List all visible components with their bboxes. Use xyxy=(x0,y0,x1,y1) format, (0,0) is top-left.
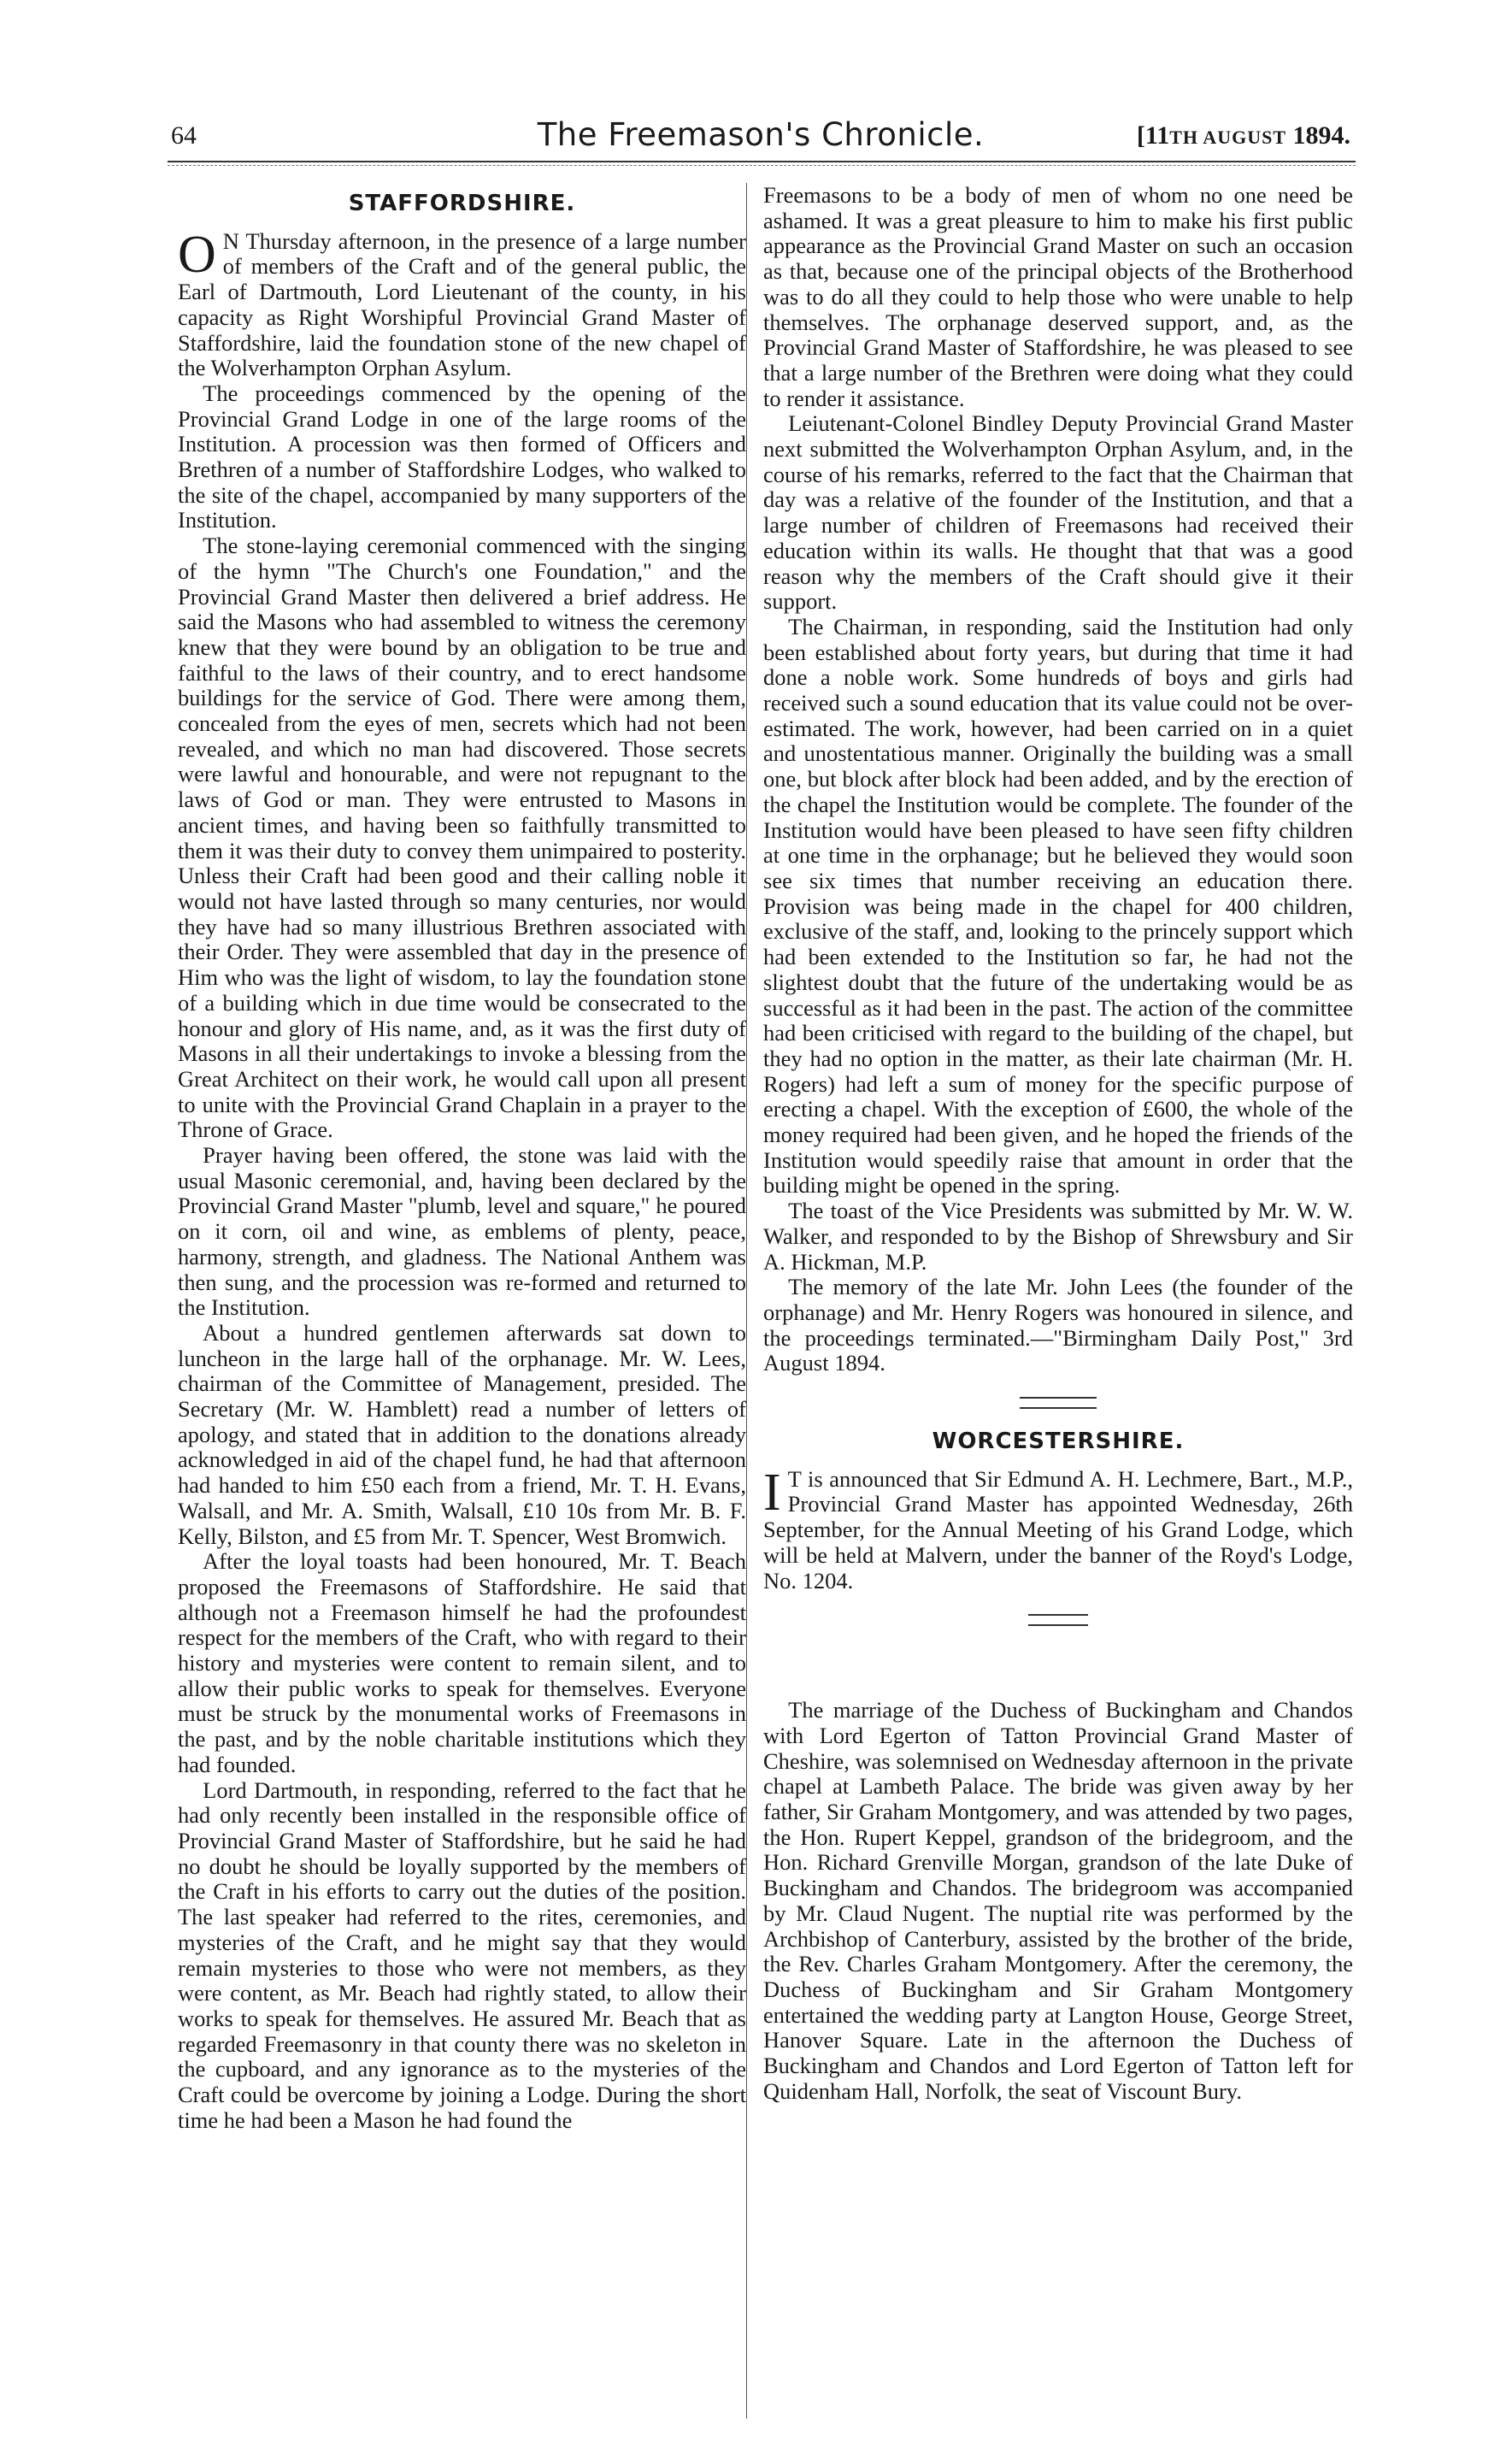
issue-date-month: AUGUST xyxy=(1198,127,1286,148)
paragraph-text: N Thursday afternoon, in the presence of a large number of members of the Craft and of the general public, the Earl of Dartmouth, Lord Lieutenant of the county, in his capacity as Right Worshipful Provincial Grand Master of Staffordshire, laid the foundation stone of the new chapel of the Wolverhampton Orphan Asylum. xyxy=(178,227,746,381)
worcestershire-heading: WORCESTERSHIRE. xyxy=(932,1429,1185,1455)
staffordshire-paragraph-2: The proceedings commenced by the opening of the Provincial Grand Lodge in one of the large rooms of the Institution. A procession was then formed of Officers and Brethren of a number of Staffordshire Lodges, who walked to the site of the chapel, accompanied by many supporters of the Institution. xyxy=(178,380,746,533)
right-column xyxy=(763,183,1353,2105)
issue-date-year: 1894. xyxy=(1286,121,1350,150)
staffordshire-paragraph-12: The memory of the late Mr. John Lees (the founder of the orphanage) and Mr. Henry Rogers was honoured in silence, and the proceedings terminated.—"Birmingham Daily Post," 3rd August 1894. xyxy=(763,1274,1353,1376)
staffordshire-paragraph-5: About a hundred gentlemen afterwards sat down to luncheon in the large hall of the orphanage. Mr. W. Lees, chairman of the Committee of Management, presided. The Secretary (Mr. W. Hamblett) read a number of letters of apology, and stated that in addition to the donations already acknowledged in aid of the chapel fund, he had that afternoon had handed to him £50 each from a friend, Mr. T. H. Evans, Walsall, and Mr. A. Smith, Walsall, £10 10s from Mr. B. F. Kelly, Bilston, and £5 from Mr. T. Spencer, West Bromwich. xyxy=(178,1319,746,1549)
staffordshire-paragraph-8: Freemasons to be a body of men of whom no one need be ashamed. It was a great pleasure to him to make his first public appearance as the Provincial Grand Master on such an occasion as that, because one of the principal objects of the Brotherhood was to do all they could to help those who were unable to help themselves. The orphanage deserved support, and, as the Provincial Grand Master of Staffordshire, he was pleased to see that a large number of the Brethren were doing what they could to render it assistance. xyxy=(763,182,1353,411)
staffordshire-paragraph-7: Lord Dartmouth, in responding, referred to the fact that he had only recently been installed in the responsible office of Provincial Grand Master of Staffordshire, but he said he had no doubt he should be loyally supported by the members of the Craft in his efforts to carry out the duties of the position. The last speaker had referred to the rites, ceremonies, and mysteries of the Craft, and he might say that they would remain mysteries to those who were not members, as they were content, as Mr. Beach had rightly stated, to allow their works to speak for themselves. He assured Mr. Beach that as regarded Freemasonry in that county there was no skeleton in the cupboard, and any ignorance as to the mysteries of the Craft could be overcome by joining a Lodge. During the short time he had been a Mason he had found the xyxy=(178,1776,746,2133)
issue-date xyxy=(1137,121,1350,150)
section-ornament xyxy=(1020,1397,1097,1409)
worcestershire-paragraph-1 xyxy=(763,1463,1353,1594)
column-divider xyxy=(746,183,747,2418)
staffordshire-paragraph-9: Leiutenant-Colonel Bindley Deputy Provincial Grand Master next submitted the Wolverhampton Orphan Asylum, and, in the course of his remarks, referred to the fact that the Chairman that day was a relative of the founder of the Institution, and that a large number of children of Freemasons had received their education within its walls. He thought that that was a good reason why the members of the Craft should give it their support. xyxy=(763,410,1353,615)
left-column xyxy=(178,183,746,2133)
paragraph-text: T is announced that Sir Edmund A. H. Lechmere, Bart., M.P., Provincial Grand Master has appointed Wednesday, 26th September, for the Annual Meeting of his Grand Lodge, which will be held at Malvern, under the banner of the Royd's Lodge, No. 1204. xyxy=(763,1465,1353,1594)
marriage-paragraph: The marriage of the Duchess of Buckingham and Chandos with Lord Egerton of Tatton Provincial Grand Master of Cheshire, was solemnised on Wednesday afternoon in the private chapel at Lambeth Palace. The bride was given away by her father, Sir Graham Montgomery, and was attended by two pages, the Hon. Rupert Keppel, grandson of the bridegroom, and the Hon. Richard Grenville Morgan, grandson of the late Duke of Buckingham and Chandos. The bridegroom was accompanied by Mr. Claud Nugent. The nuptial rite was performed by the Archbishop of Canterbury, assisted by the brother of the bride, the Rev. Charles Graham Montgomery. After the ceremony, the Duchess of Buckingham and Sir Graham Montgomery entertained the wedding party at Langton House, George Street, Hanover Square. Late in the afternoon the Duchess of Buckingham and Chandos and Lord Egerton of Tatton left for Quidenham Hall, Norfolk, the seat of Viscount Bury. xyxy=(763,1697,1353,2104)
issue-date-prefix: [11 xyxy=(1136,121,1170,150)
staffordshire-heading: STAFFORDSHIRE. xyxy=(348,191,576,216)
issue-date-suffix: TH xyxy=(1169,127,1199,148)
staffordshire-paragraph-1 xyxy=(178,225,746,381)
staffordshire-paragraph-3: The stone-laying ceremonial commenced with the singing of the hymn "The Church's one Foundation," and the Provincial Grand Master then delivered a brief address. He said the Masons who had assembled to witness the ceremony knew that they were bound by an obligation to be true and faithful to the laws of their country, and to erect handsome buildings for the service of God. There were among them, concealed from the eyes of men, secrets which had not been revealed, and which no man had discovered. Those secrets were lawful and honourable, and were not repugnant to the laws of God or man. They were entrusted to Masons in ancient times, and having been so faithfully transmitted to them it was their duty to convey them unimpaired to posterity. Unless their Craft had been good and their calling noble it would not have lasted through so many centuries, nor would they have had so many illustrious Brethren associated with their Order. They were assembled that day in the presence of Him who was the light of wisdom, to lay the foundation stone of a building which in due time would be consecrated to the honour and glory of His name, and, as it was the first duty of Masons in all their undertakings to invoke a blessing from the Great Architect on their work, he would call upon all present to unite with the Provincial Grand Chaplain in a prayer to the Throne of Grace. xyxy=(178,533,746,1143)
drop-cap: O xyxy=(178,225,216,284)
staffordshire-paragraph-11: The toast of the Vice Presidents was submitted by Mr. W. W. Walker, and responded to by the Bishop of Shrewsbury and Sir A. Hickman, M.P. xyxy=(763,1198,1353,1275)
page-header xyxy=(171,116,1350,159)
spacer xyxy=(763,1647,1353,1698)
staffordshire-paragraph-6: After the loyal toasts had been honoured, Mr. T. Beach proposed the Freemasons of Staffordshire. He said that although not a Freemason himself he had the profoundest respect for the members of the Craft, who with regard to their history and mysteries were content to remain silent, and to allow their public works to speak for themselves. Everyone must be struck by the monumental works of Freemasons in the past, and by the noble charitable institutions which they had founded. xyxy=(178,1548,746,1777)
drop-cap: I xyxy=(763,1463,781,1522)
header-rule xyxy=(168,161,1356,162)
header-rule-dashed xyxy=(168,165,1356,166)
publication-title: The Freemason's Chronicle. xyxy=(537,116,985,153)
page-number: 64 xyxy=(171,121,197,150)
staffordshire-paragraph-10: The Chairman, in responding, said the Institution had only been established about forty years, but during that time it had done a noble work. Some hundreds of boys and girls had received such a sound education that its value could not be over-estimated. The work, however, had been carried on in a quiet and unostentatious manner. Originally the building was a small one, but block after block had been added, and by the erection of the chapel the Institution would be complete. The founder of the Institution would have been pleased to have seen fifty children at one time in the orphanage; but he believed they would soon see six times that number receiving an education there. Provision was being made in the chapel for 400 children, exclusive of the staff, and, looking to the princely support which had been extended to the Institution so far, he had not the slightest doubt that the future of the undertaking would be as successful as it had been in the past. The action of the committee had been criticised with regard to the building of the chapel, but they had no option in the matter, as their late chairman (Mr. H. Rogers) had left a sum of money for the specific purpose of erecting a chapel. With the exception of £600, the whole of the money required had been given, and he hoped the friends of the Institution would speedily raise that amount in order that the building might be opened in the spring. xyxy=(763,613,1353,1199)
staffordshire-paragraph-4: Prayer having been offered, the stone was laid with the usual Masonic ceremonial, and, having been declared by the Provincial Grand Master "plumb, level and square," he poured on it corn, oil and wine, as emblems of plenty, peace, harmony, strength, and gladness. The National Anthem was then sung, and the procession was re-formed and returned to the Institution. xyxy=(178,1142,746,1321)
section-ornament xyxy=(1028,1614,1088,1626)
